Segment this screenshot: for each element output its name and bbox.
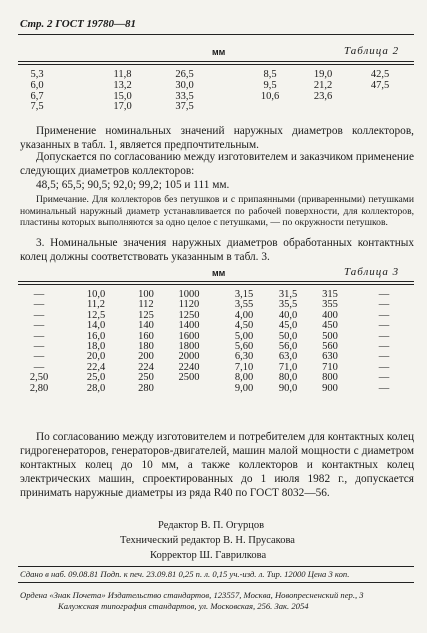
- table-cell: 14,0: [86, 320, 106, 332]
- table-cell: 47,5: [370, 79, 390, 91]
- table-cell: —: [33, 320, 45, 332]
- table-cell: 500: [322, 330, 338, 342]
- table2-top-rule: [18, 61, 414, 62]
- paragraph-item-3: 3. Номинальные значения наружных диаметров обработанных контактных колец должны соответствовать указанным в табл. 3.: [20, 237, 414, 263]
- paragraph-permitted-values: 48,5; 65,5; 90,5; 92,0; 99,2; 105 и 111 мм.: [36, 179, 230, 191]
- table-cell: 2500: [178, 372, 200, 384]
- table-cell: 7,5: [30, 101, 44, 113]
- table2-column-5: [303, 70, 343, 113]
- table3-column-5: [224, 290, 264, 394]
- table-cell: 19,0: [313, 69, 333, 80]
- table-cell: [360, 92, 400, 103]
- table-cell: 5,3: [30, 69, 44, 80]
- table-cell: 11,8: [113, 69, 132, 80]
- table-cell: 10,6: [260, 90, 280, 102]
- table2-column-4: [250, 70, 290, 113]
- table-cell: 16,0: [86, 330, 106, 342]
- table-cell: 26,5: [175, 69, 194, 80]
- table2-unit: мм: [212, 47, 226, 57]
- table-cell: [166, 384, 212, 394]
- footer-rule: [18, 566, 414, 567]
- note: Примечание. Для коллекторов без петушков и с припаянными (приваренными) петушками номинальный наружный диаметр устанавливается по рабочей поверхности, для коллекторов, пластины которых выполняются за одно целое с петушками, — по окружности петушков.: [20, 194, 414, 228]
- table-cell: 17,0: [113, 101, 132, 113]
- table-cell: 1600: [178, 330, 200, 342]
- table-cell: 125: [138, 309, 154, 321]
- table-cell: 180: [138, 340, 154, 352]
- table-cell: 10,0: [86, 289, 106, 300]
- page-header: Стр. 2 ГОСТ 19780—81: [20, 18, 137, 30]
- table-cell: 400: [322, 309, 338, 321]
- editor-line: Редактор В. П. Огурцов: [158, 520, 265, 531]
- table-cell: 37,5: [175, 101, 194, 113]
- table3-title: Таблица 3: [344, 266, 400, 278]
- tech-editor-line: Технический редактор В. Н. Прусакова: [120, 535, 295, 546]
- table-cell: [303, 102, 343, 113]
- table-cell: 200: [138, 351, 154, 363]
- table-cell: 31,5: [278, 289, 298, 300]
- table-cell: 112: [138, 299, 154, 311]
- table-cell: 7,10: [234, 361, 254, 373]
- table-cell: 1400: [178, 320, 200, 332]
- table-cell: 900: [322, 382, 338, 394]
- table-cell: 18,0: [86, 340, 106, 352]
- paragraph-agreement: По согласованию между изготовителем и потребителем для контактных колец гидрогенераторов, генераторов-двигателей, машин малой мощности с диаметром контактных колец до 10 мм, а также коллекторов и контактных колец электрических машин, спроектированных до 1 июля 1982 г., допускается принимать наружные диаметры из ряда R40 по ГОСТ 8032—56.: [20, 431, 414, 499]
- table3-column-2: [76, 290, 116, 394]
- table-cell: 63,0: [278, 351, 298, 363]
- table-cell: —: [378, 289, 390, 300]
- table-cell: 3,15: [234, 289, 254, 300]
- table3-top-rule-2: [18, 284, 414, 285]
- table3-top-rule: [18, 281, 414, 282]
- table-cell: 9,5: [263, 79, 277, 91]
- table-cell: 6,0: [30, 79, 44, 91]
- table-cell: —: [378, 320, 390, 332]
- table-cell: —: [33, 299, 45, 311]
- table3-column-8: [366, 290, 402, 394]
- table-cell: 140: [138, 320, 154, 332]
- table-cell: 12,5: [86, 309, 106, 321]
- table-cell: 23,6: [313, 90, 333, 102]
- table-cell: 15,0: [113, 90, 132, 102]
- table-cell: 33,5: [175, 90, 194, 102]
- table3-column-6: [268, 290, 308, 394]
- table-cell: 56,0: [278, 340, 298, 352]
- imprint-publisher: Ордена «Знак Почета» Издательство стандартов, 123557, Москва, Новопресненский пер., 3: [20, 590, 364, 600]
- table3-column-3: [126, 290, 166, 394]
- table-cell: 30,0: [175, 79, 194, 91]
- table-cell: 710: [322, 361, 338, 373]
- table-cell: 355: [322, 299, 338, 311]
- table-cell: 22,4: [86, 361, 106, 373]
- table-cell: 28,0: [86, 382, 106, 394]
- table2-top-rule-2: [18, 64, 414, 65]
- table2-column-3: [162, 70, 207, 113]
- table-cell: —: [378, 330, 390, 342]
- table-cell: 224: [138, 361, 154, 373]
- table-cell: 25,0: [86, 372, 106, 384]
- table-cell: 560: [322, 340, 338, 352]
- table-cell: 35,5: [278, 299, 298, 311]
- table3-column-1: [20, 290, 58, 394]
- table-cell: 42,5: [370, 69, 390, 80]
- table-cell: —: [33, 361, 45, 373]
- table2-column-1: [22, 70, 52, 113]
- table-cell: 50,0: [278, 330, 298, 342]
- table-cell: —: [33, 351, 45, 363]
- table-cell: 100: [138, 289, 154, 300]
- table-cell: 160: [138, 330, 154, 342]
- imprint-print-data: Сдано в наб. 09.08.81 Подп. к печ. 23.09.81 0,25 п. л. 0,15 уч.-изд. л. Тир. 12000 Цена 3 коп.: [20, 569, 350, 579]
- table-cell: —: [378, 361, 390, 373]
- table-cell: 450: [322, 320, 338, 332]
- table-cell: 4,00: [234, 309, 254, 321]
- table-cell: 3,55: [234, 299, 254, 311]
- imprint-printshop: Калужская типография стандартов, ул. Московская, 256. Зак. 2054: [58, 601, 309, 611]
- table-cell: 80,0: [278, 372, 298, 384]
- table-cell: 45,0: [278, 320, 298, 332]
- footer-rule-2: [18, 582, 414, 583]
- corrector-line: Корректор Ш. Гаврилкова: [150, 550, 267, 561]
- table-cell: —: [378, 351, 390, 363]
- table-cell: 1120: [178, 299, 200, 311]
- table-cell: —: [33, 289, 45, 300]
- table-cell: 2,50: [29, 372, 49, 384]
- table-cell: 2000: [178, 351, 200, 363]
- table-cell: 5,60: [234, 340, 254, 352]
- table-cell: [250, 102, 290, 113]
- table-cell: 630: [322, 351, 338, 363]
- table-cell: 90,0: [278, 382, 298, 394]
- table-cell: 4,50: [234, 320, 254, 332]
- table2-column-6: [360, 70, 400, 113]
- table3-unit: мм: [212, 268, 226, 278]
- table-cell: 6,7: [30, 90, 44, 102]
- table-cell: —: [378, 299, 390, 311]
- header-rule: [18, 34, 414, 35]
- table-cell: 9,00: [234, 382, 254, 394]
- table-cell: 8,00: [234, 372, 254, 384]
- table-cell: —: [378, 340, 390, 352]
- table-cell: 2240: [178, 361, 200, 373]
- table-cell: 2,80: [29, 382, 49, 394]
- table2-title: Таблица 2: [344, 45, 400, 57]
- paragraph-preferred: Применение номинальных значений наружных диаметров коллекторов, указанных в табл. 1, является предпочтительным.: [20, 125, 414, 151]
- table-cell: 315: [322, 289, 338, 300]
- table-cell: 21,2: [313, 79, 333, 91]
- table-cell: 250: [138, 372, 154, 384]
- table-cell: 1800: [178, 340, 200, 352]
- table-cell: —: [378, 372, 390, 384]
- table-cell: 40,0: [278, 309, 298, 321]
- table-cell: 1250: [178, 309, 200, 321]
- table-cell: 8,5: [263, 69, 277, 80]
- table-cell: —: [378, 309, 390, 321]
- table-cell: 280: [138, 382, 154, 394]
- table-cell: 800: [322, 372, 338, 384]
- table-cell: —: [33, 330, 45, 342]
- paragraph-permitted: Допускается по согласованию между изготовителем и заказчиком применение следующих диаметров коллекторов:: [20, 151, 414, 177]
- table-cell: —: [378, 382, 390, 394]
- table2-column-2: [100, 70, 145, 113]
- table-cell: 6,30: [234, 351, 254, 363]
- table-cell: [360, 102, 400, 113]
- table3-column-7: [310, 290, 350, 394]
- table-cell: —: [33, 309, 45, 321]
- table-cell: 71,0: [278, 361, 298, 373]
- table3-column-4: [166, 290, 212, 394]
- table-cell: 11,2: [87, 299, 105, 311]
- table-cell: 20,0: [86, 351, 106, 363]
- table-cell: 5,00: [234, 330, 254, 342]
- table-cell: —: [33, 340, 45, 352]
- table-cell: 13,2: [113, 79, 132, 91]
- table-cell: 1000: [178, 289, 200, 300]
